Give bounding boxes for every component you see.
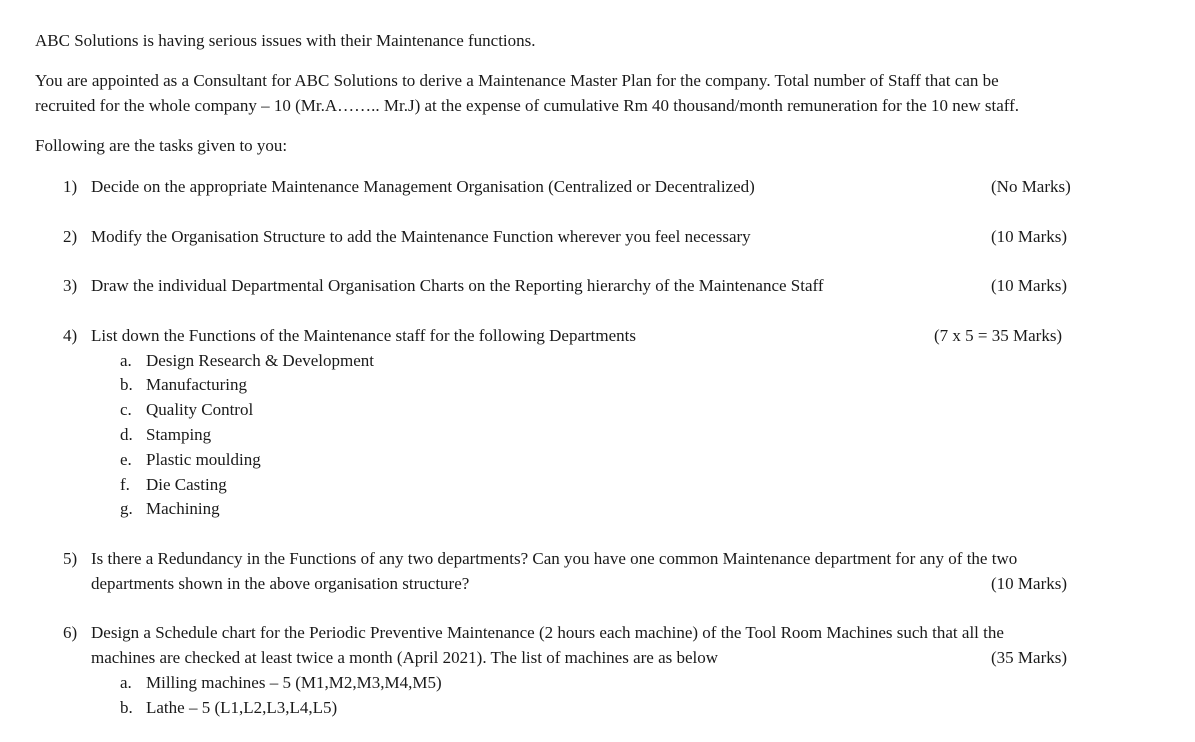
sub-item [120, 348, 374, 373]
sub-item-letter: f. [120, 475, 130, 494]
task-number: 1) [63, 177, 78, 196]
sub-item-letter: b. [120, 698, 133, 717]
task-marks: (35 Marks) [991, 648, 1068, 667]
sub-item-text: Milling machines – 5 (M1,M2,M3,M4,M5) [146, 673, 442, 692]
sub-item-letter: b. [120, 375, 133, 394]
sub-item-text: Stamping [146, 425, 212, 444]
sub-item-text: Machining [146, 499, 220, 518]
task-text: Modify the Organisation Structure to add the Maintenance Function wherever you feel necessary [91, 227, 751, 246]
task-marks: (No Marks) [991, 177, 1071, 196]
sub-item-text: Quality Control [146, 400, 254, 419]
task-text: Design a Schedule chart for the Periodic Preventive Maintenance (2 hours each machine) of the Tool Room Machines such that all the [91, 623, 1004, 642]
task-text-continued: departments shown in the above organisation structure? [91, 574, 470, 593]
sub-item [120, 472, 227, 497]
sub-item-letter: a. [120, 673, 132, 692]
sub-item-text: Design Research & Development [146, 351, 375, 370]
task-number: 3) [63, 276, 78, 295]
task-text: List down the Functions of the Maintenance staff for the following Departments [91, 326, 636, 345]
tasks-intro: Following are the tasks given to you: [35, 136, 288, 155]
sub-item [120, 372, 247, 397]
task-marks: (10 Marks) [991, 574, 1068, 593]
task-marks: (10 Marks) [991, 227, 1068, 246]
task-number: 4) [63, 326, 78, 345]
sub-item [120, 422, 211, 447]
task-number: 5) [63, 549, 78, 568]
task-text: Decide on the appropriate Maintenance Management Organisation (Centralized or Decentralized) [91, 177, 755, 196]
task-text: Draw the individual Departmental Organisation Charts on the Reporting hierarchy of the Maintenance Staff [91, 276, 824, 295]
task-text-continued: machines are checked at least twice a month (April 2021). The list of machines are as below [91, 648, 719, 667]
sub-item [120, 496, 220, 521]
intro-text: ABC Solutions is having serious issues with their Maintenance functions. [35, 31, 536, 50]
sub-item-letter: d. [120, 425, 133, 444]
sub-item [120, 670, 442, 695]
task-marks: (10 Marks) [991, 276, 1068, 295]
sub-item-letter: a. [120, 351, 132, 370]
sub-item-letter: e. [120, 450, 132, 469]
sub-item-text: Lathe – 5 (L1,L2,L3,L4,L5) [146, 698, 338, 717]
sub-item-letter: c. [120, 400, 132, 419]
task-number: 6) [63, 623, 78, 642]
task-number: 2) [63, 227, 78, 246]
paragraph-line-1: You are appointed as a Consultant for ABC Solutions to derive a Maintenance Master Plan for the company. Total number of Staff that can be [35, 71, 999, 90]
paragraph-line-2: recruited for the whole company – 10 (Mr.A…….. Mr.J) at the expense of cumulative Rm 40 thousand/month remuneration for the 10 new staff. [35, 96, 1020, 115]
sub-item-text: Plastic moulding [146, 450, 261, 469]
sub-item-letter: g. [120, 499, 133, 518]
sub-item-text: Manufacturing [146, 375, 248, 394]
sub-item [120, 397, 253, 422]
sub-item-text: Die Casting [146, 475, 227, 494]
task-marks: (7 x 5 = 35 Marks) [934, 326, 1063, 345]
sub-item [120, 695, 337, 720]
task-text: Is there a Redundancy in the Functions of any two departments? Can you have one common Maintenance department for any of the two [91, 549, 1018, 568]
sub-item [120, 447, 261, 472]
